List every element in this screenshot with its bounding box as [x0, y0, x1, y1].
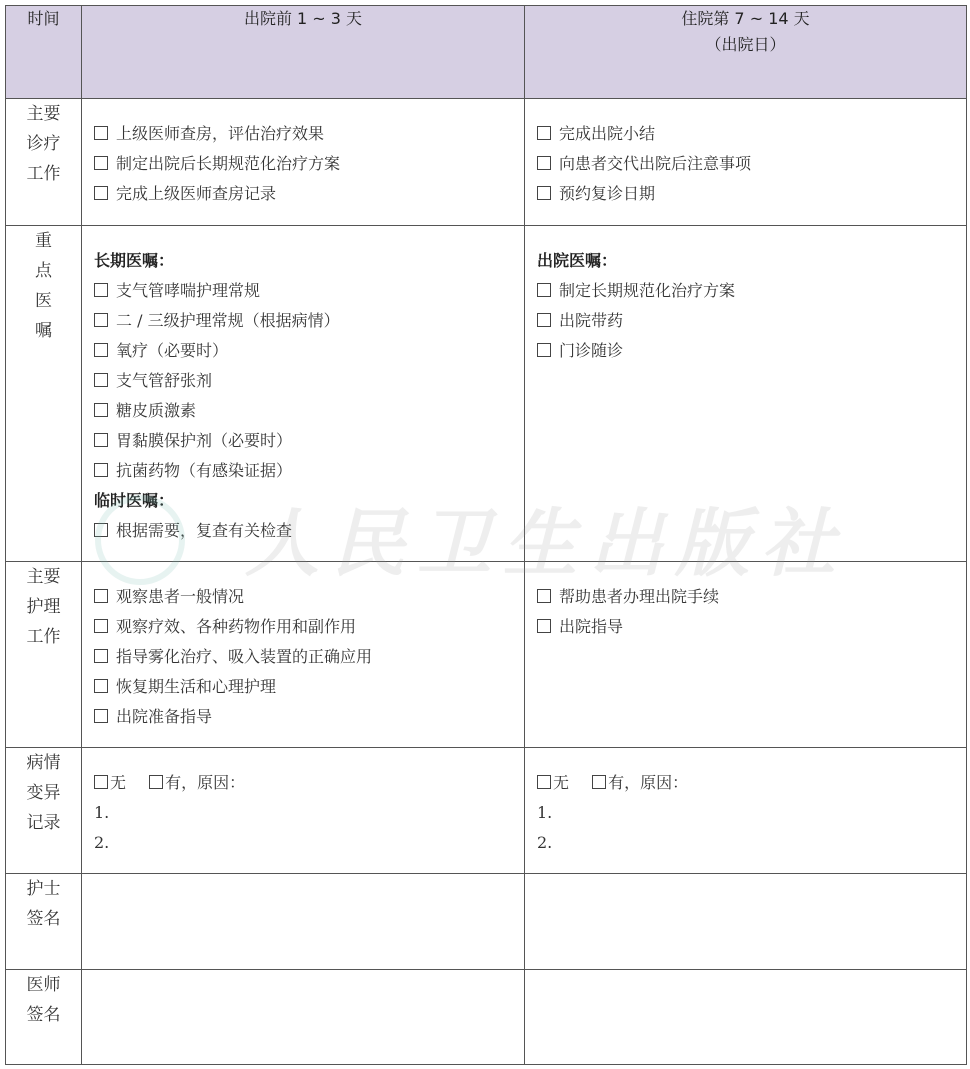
checkbox[interactable] — [94, 373, 108, 387]
checklist-item[interactable]: 抗菌药物（有感染证据） — [94, 456, 524, 486]
nursing-col-2 — [525, 562, 967, 748]
nursing-col-1 — [82, 562, 525, 748]
checklist-item[interactable]: 预约复诊日期 — [537, 179, 966, 209]
row-label-orders: 重 点 医 嘱 — [6, 226, 82, 562]
watermark-text: 人民卫生出版社 — [245, 501, 847, 587]
row-label-nursing: 主要 护理 工作 — [6, 562, 82, 748]
variation-yes-option[interactable]: 有，原因： — [149, 773, 245, 792]
variation-col-1 — [82, 748, 525, 874]
checkbox[interactable] — [537, 156, 551, 170]
checkbox[interactable] — [537, 343, 551, 357]
row-orders — [6, 226, 967, 562]
header-discharge-day — [525, 6, 967, 99]
checklist-item[interactable]: 门诊随诊 — [537, 336, 966, 366]
nurse-signature-col-2[interactable] — [525, 874, 967, 970]
variation-yes-option[interactable]: 有，原因： — [592, 773, 688, 792]
checkbox[interactable] — [537, 589, 551, 603]
variation-item-1: 1. — [94, 803, 110, 822]
temporary-orders-title: 临时医嘱： — [94, 491, 175, 510]
variation-item-2: 2. — [537, 833, 553, 852]
checkbox[interactable] — [94, 126, 108, 140]
row-label-nurse-signature: 护士 签名 — [6, 874, 82, 970]
checkbox[interactable] — [94, 463, 108, 477]
checklist-item[interactable]: 糖皮质激素 — [94, 396, 524, 426]
checklist-item[interactable]: 向患者交代出院后注意事项 — [537, 149, 966, 179]
checklist-item[interactable]: 制定出院后长期规范化治疗方案 — [94, 149, 524, 179]
checkbox[interactable] — [94, 313, 108, 327]
checkbox[interactable] — [94, 523, 108, 537]
header-discharge-day-line1: 住院第 7 ~ 14 天 — [681, 9, 810, 28]
variation-col-2 — [525, 748, 967, 874]
checklist-item[interactable]: 观察患者一般情况 — [94, 582, 524, 612]
checkbox[interactable] — [94, 186, 108, 200]
header-time: 时间 — [6, 6, 82, 99]
variation-none-option[interactable]: 无 — [94, 773, 126, 792]
clinical-pathway-table — [5, 5, 967, 1065]
checkbox[interactable] — [537, 126, 551, 140]
checklist-item[interactable]: 完成出院小结 — [537, 119, 966, 149]
checkbox[interactable] — [94, 649, 108, 663]
diagnosis-col-2 — [525, 99, 967, 226]
checkbox[interactable] — [537, 619, 551, 633]
header-discharge-day-line2: （出院日） — [705, 35, 786, 54]
header-day-1-3: 出院前 1 ~ 3 天 — [82, 6, 525, 99]
checkbox[interactable] — [537, 313, 551, 327]
checklist-item[interactable]: 二 / 三级护理常规（根据病情） — [94, 306, 524, 336]
row-label-doctor-signature: 医师 签名 — [6, 970, 82, 1065]
checklist-item[interactable]: 帮助患者办理出院手续 — [537, 582, 966, 612]
checklist-item[interactable]: 根据需要，复查有关检查 — [94, 516, 524, 546]
checklist-item[interactable]: 恢复期生活和心理护理 — [94, 672, 524, 702]
checkbox[interactable] — [94, 709, 108, 723]
variation-item-2: 2. — [94, 833, 110, 852]
checklist-item[interactable]: 支气管舒张剂 — [94, 366, 524, 396]
orders-col-1 — [82, 226, 525, 562]
variation-item-1: 1. — [537, 803, 553, 822]
checklist-item[interactable]: 氧疗（必要时） — [94, 336, 524, 366]
discharge-orders-title: 出院医嘱： — [537, 251, 618, 270]
checkbox[interactable] — [537, 775, 551, 789]
checklist-item[interactable]: 出院准备指导 — [94, 702, 524, 732]
checkbox[interactable] — [94, 403, 108, 417]
row-label-variation: 病情 变异 记录 — [6, 748, 82, 874]
row-variation — [6, 748, 967, 874]
checkbox[interactable] — [537, 186, 551, 200]
diagnosis-col-1 — [82, 99, 525, 226]
row-label-diagnosis: 主要 诊疗 工作 — [6, 99, 82, 226]
nurse-signature-col-1[interactable] — [82, 874, 525, 970]
checkbox[interactable] — [94, 619, 108, 633]
doctor-signature-col-1[interactable] — [82, 970, 525, 1065]
row-nurse-signature — [6, 874, 967, 970]
checkbox[interactable] — [149, 775, 163, 789]
checklist-item[interactable]: 支气管哮喘护理常规 — [94, 276, 524, 306]
checkbox[interactable] — [537, 283, 551, 297]
long-term-orders-title: 长期医嘱： — [94, 251, 175, 270]
checkbox[interactable] — [94, 775, 108, 789]
checklist-item[interactable]: 指导雾化治疗、吸入装置的正确应用 — [94, 642, 524, 672]
checkbox[interactable] — [94, 679, 108, 693]
checkbox[interactable] — [94, 589, 108, 603]
checklist-item[interactable]: 出院指导 — [537, 612, 966, 642]
variation-none-option[interactable]: 无 — [537, 773, 569, 792]
checkbox[interactable] — [94, 156, 108, 170]
row-nursing — [6, 562, 967, 748]
checklist-item[interactable]: 制定长期规范化治疗方案 — [537, 276, 966, 306]
checklist-item[interactable]: 观察疗效、各种药物作用和副作用 — [94, 612, 524, 642]
checklist-item[interactable]: 胃黏膜保护剂（必要时） — [94, 426, 524, 456]
checkbox[interactable] — [94, 343, 108, 357]
doctor-signature-col-2[interactable] — [525, 970, 967, 1065]
header-row — [6, 6, 967, 99]
checkbox[interactable] — [94, 283, 108, 297]
row-doctor-signature — [6, 970, 967, 1065]
checklist-item[interactable]: 出院带药 — [537, 306, 966, 336]
row-diagnosis — [6, 99, 967, 226]
checkbox[interactable] — [94, 433, 108, 447]
checkbox[interactable] — [592, 775, 606, 789]
checklist-item[interactable]: 上级医师查房，评估治疗效果 — [94, 119, 524, 149]
orders-col-2 — [525, 226, 967, 562]
checklist-item[interactable]: 完成上级医师查房记录 — [94, 179, 524, 209]
